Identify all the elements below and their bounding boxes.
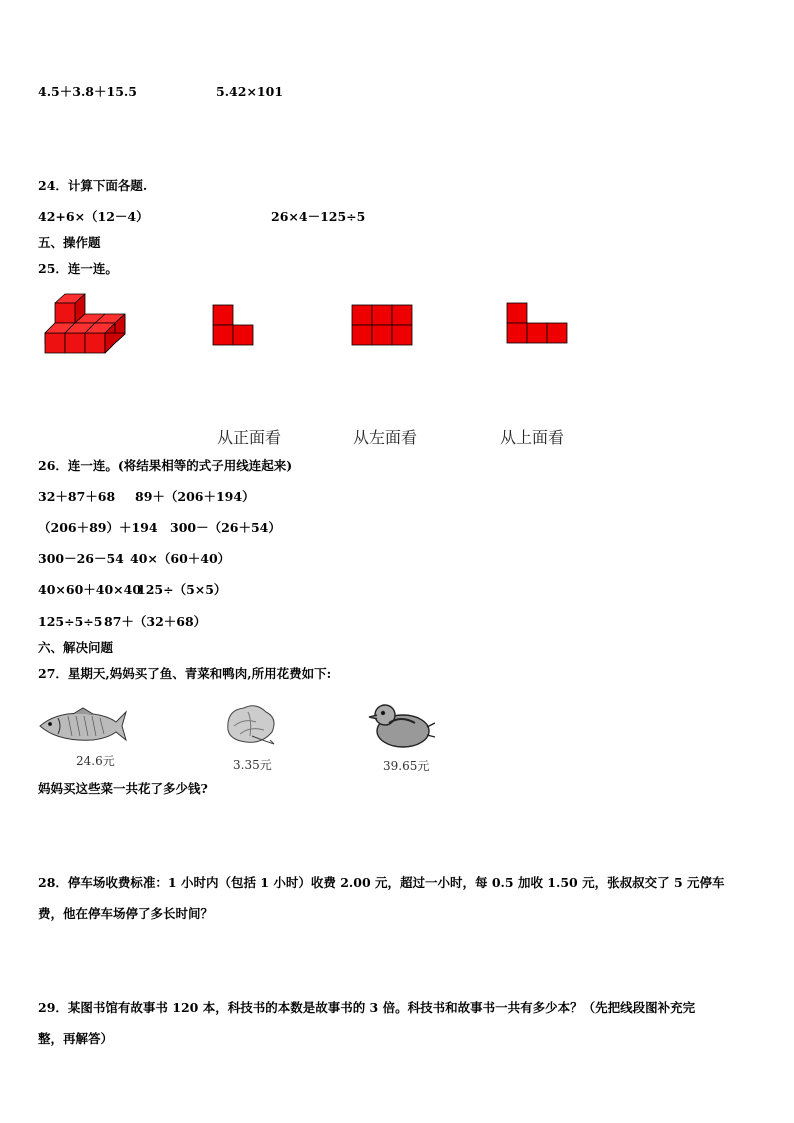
- q27-title: 27．星期天,妈妈买了鱼、青菜和鸭肉,所用花费如下:: [38, 666, 332, 681]
- q25-title: 25．连一连。: [38, 261, 118, 276]
- q29-line-1: 29．某图书馆有故事书 120 本，科技书的本数是故事书的 3 倍。科技书和故事书一共有多少本？（先把线段图补充完: [38, 1000, 696, 1015]
- q26-right-expression: 300－（26＋54）: [170, 520, 281, 535]
- q24-expression-1: 42+6×（12－4）: [38, 209, 149, 224]
- view-shape-1: [213, 305, 257, 347]
- q24-expression-2: 26×4－125÷5: [271, 209, 366, 224]
- q26-left-expression: 300－26－54: [38, 551, 124, 566]
- q28-line-1: 28．停车场收费标准：1 小时内（包括 1 小时）收费 2.00 元，超过一小时，每 0.5 加收 1.50 元，张叔叔交了 5 元停车: [38, 875, 725, 890]
- q27-question: 妈妈买这些菜一共花了多少钱?: [38, 781, 208, 796]
- q24-title: 24．计算下面各题.: [38, 178, 148, 193]
- view-shape-2: [352, 305, 414, 347]
- duck-icon: [367, 701, 437, 751]
- q26-right-expression: 89＋（206＋194）: [135, 489, 255, 504]
- view-shape-3: [507, 303, 569, 345]
- view-label-top: 从上面看: [500, 428, 565, 447]
- fish-icon: [38, 706, 128, 746]
- duck-price: 39.65元: [383, 759, 430, 773]
- view-label-front: 从正面看: [217, 428, 282, 447]
- q26-left-expression: （206＋89）＋194: [38, 520, 158, 535]
- view-label-left: 从左面看: [353, 428, 418, 447]
- section-5-heading: 五、操作题: [38, 235, 101, 250]
- q26-left-expression: 125÷5÷5: [38, 614, 103, 629]
- section-6-heading: 六、解决问题: [38, 640, 114, 655]
- q26-left-expression: 40×60＋40×40: [38, 582, 142, 597]
- q29-line-2: 整，再解答）: [38, 1031, 114, 1046]
- q26-right-expression: 125÷（5×5）: [137, 582, 227, 597]
- fish-price: 24.6元: [76, 754, 115, 768]
- q26-right-expression: 87＋（32＋68）: [104, 614, 207, 629]
- vegetable-icon: [222, 700, 282, 748]
- expression-top-1: 4.5＋3.8＋15.5: [38, 84, 137, 99]
- q26-title: 26．连一连。(将结果相等的式子用线连起来): [38, 458, 293, 473]
- q28-line-2: 费，他在停车场停了多长时间？: [38, 906, 214, 921]
- q26-right-expression: 40×（60＋40）: [130, 551, 231, 566]
- cube-stack-figure: [45, 293, 135, 355]
- vegetable-price: 3.35元: [233, 758, 272, 772]
- q26-left-expression: 32＋87＋68: [38, 489, 116, 504]
- expression-top-2: 5.42×101: [216, 84, 284, 99]
